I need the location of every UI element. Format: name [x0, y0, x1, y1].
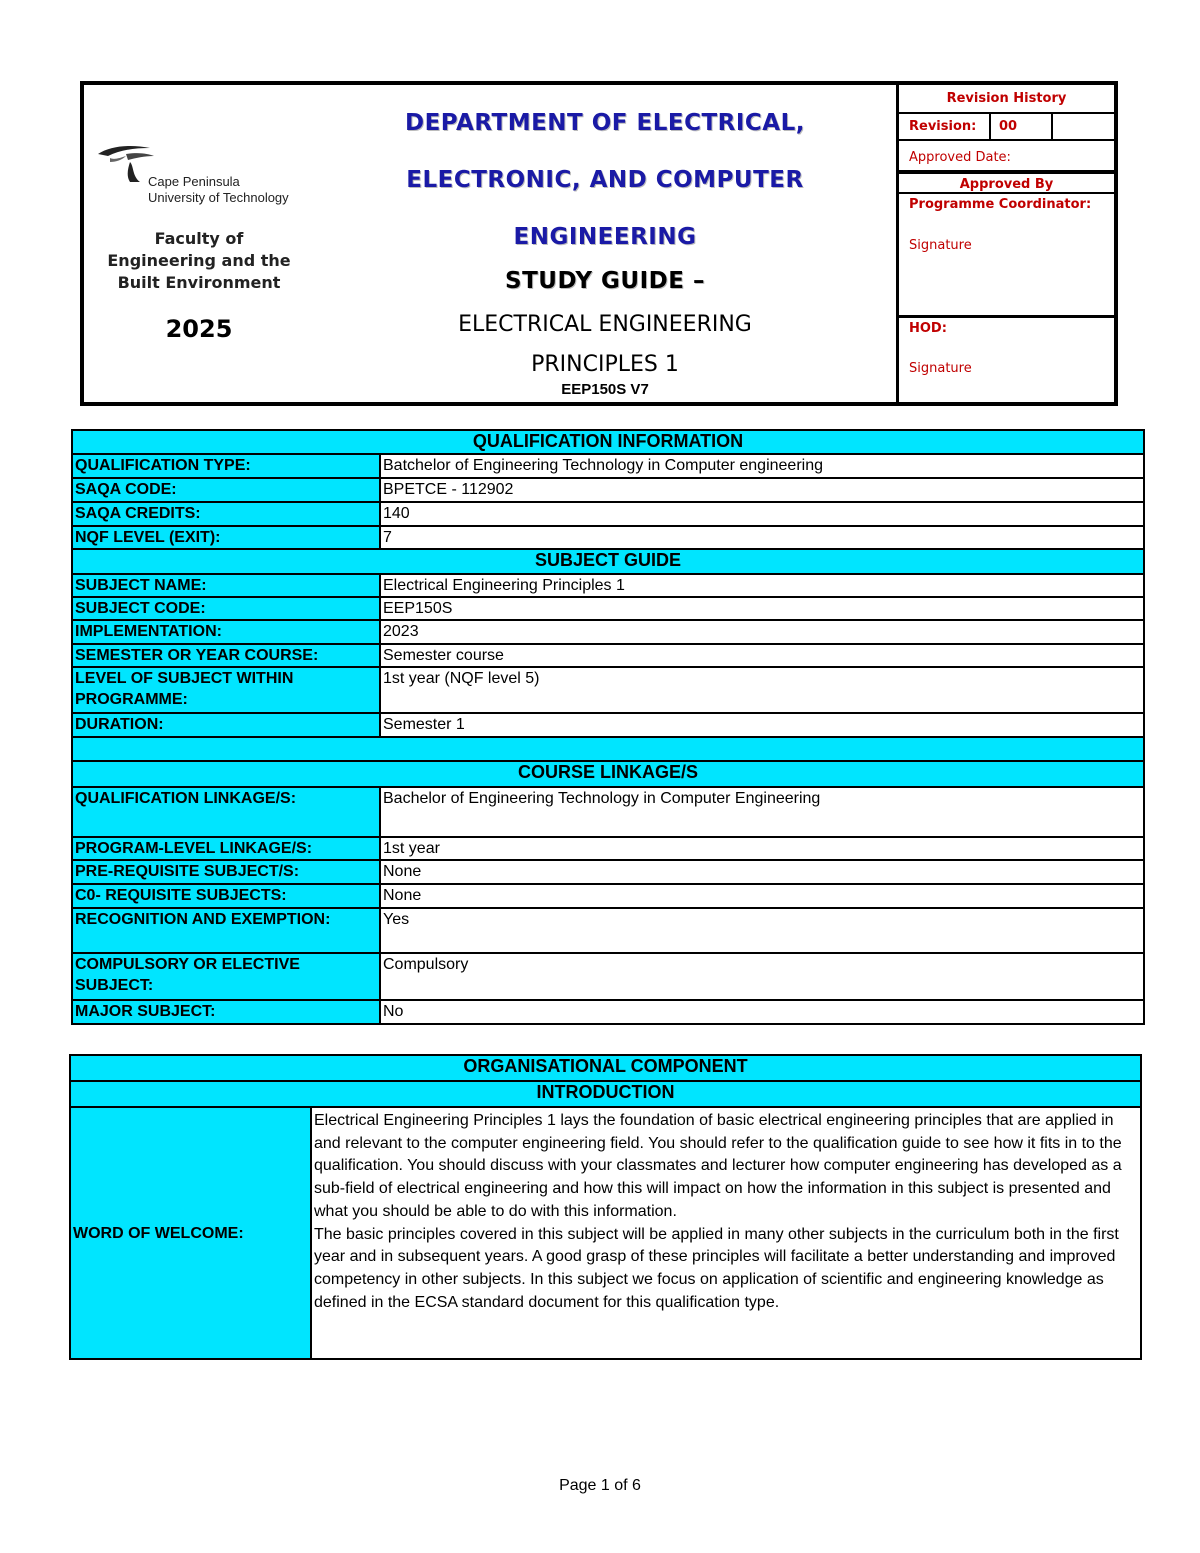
subject-code-version: EEP150S V7 — [561, 381, 649, 398]
table-row — [72, 620, 1144, 644]
hod-label: HOD: — [909, 321, 947, 336]
table-row — [70, 1107, 1141, 1359]
row-value: Semester course — [380, 644, 1144, 667]
revision-label: Revision: — [909, 119, 977, 134]
faculty-name — [84, 228, 314, 294]
welcome-text — [311, 1107, 1141, 1359]
table-row — [72, 478, 1144, 502]
row-value: 7 — [380, 526, 1144, 549]
row-label: SEMESTER OR YEAR COURSE: — [72, 644, 380, 667]
row-label: QUALIFICATION TYPE: — [72, 454, 380, 478]
row-value: 1st year (NQF level 5) — [380, 667, 1144, 713]
logo-line-2: University of Technology — [148, 190, 289, 205]
row-value: EEP150S — [380, 597, 1144, 620]
row-value: Compulsory — [380, 953, 1144, 1000]
welcome-label: WORD OF WELCOME: — [70, 1107, 311, 1359]
row-label: SUBJECT CODE: — [72, 597, 380, 620]
spacer-cell — [72, 737, 1144, 761]
row-value: Bachelor of Engineering Technology in Computer Engineering — [380, 787, 1144, 837]
table-row — [72, 787, 1144, 837]
row-value: BPETCE - 112902 — [380, 478, 1144, 502]
section-header-row — [72, 549, 1144, 574]
hod-signature: Signature — [909, 361, 972, 376]
course-linkage-heading: COURSE LINKAGE/S — [72, 761, 1144, 787]
table-row — [72, 884, 1144, 908]
table-row — [72, 574, 1144, 597]
table-row — [72, 908, 1144, 953]
faculty-line-1: Faculty of — [154, 229, 244, 248]
department-title — [314, 95, 896, 266]
university-name — [148, 174, 289, 206]
introduction-heading: INTRODUCTION — [70, 1081, 1141, 1107]
logo-line-1: Cape Peninsula — [148, 174, 240, 189]
faculty-line-3: Built Environment — [117, 273, 281, 292]
row-value: Semester 1 — [380, 713, 1144, 737]
welcome-paragraph-1: Electrical Engineering Principles 1 lays the foundation of basic electrical engineering principles that are applied in and relevant to the computer engineering field. You should refer to the qualification guide to see how it fits in to the qualification. You should discuss with your classmates and lecturer how computer engineering has developed as a sub-field of electrical engineering and how this will impact on how the information in this subject is presented and what you should be able to do with this information. — [314, 1112, 1122, 1220]
table-row — [72, 667, 1144, 713]
coordinator-signature: Signature — [909, 238, 972, 253]
coordinator-block — [899, 194, 1114, 318]
revision-history-title: Revision History — [899, 85, 1114, 114]
spacer-row — [72, 737, 1144, 761]
study-guide-title: STUDY GUIDE – — [505, 268, 705, 294]
table-row — [72, 597, 1144, 620]
document-header — [80, 81, 1118, 406]
qualification-heading: QUALIFICATION INFORMATION — [72, 430, 1144, 454]
subject-title-line-2: PRINCIPLES 1 — [531, 352, 679, 377]
row-label: QUALIFICATION LINKAGE/S: — [72, 787, 380, 837]
revision-row — [899, 114, 1114, 141]
table-row — [72, 860, 1144, 884]
row-label: DURATION: — [72, 713, 380, 737]
row-label: MAJOR SUBJECT: — [72, 1000, 380, 1024]
qualification-table — [71, 429, 1145, 1025]
table-row — [72, 526, 1144, 549]
row-value: No — [380, 1000, 1144, 1024]
table-row — [72, 953, 1144, 1000]
subject-title-line-1: ELECTRICAL ENGINEERING — [458, 312, 752, 337]
page-number: Page 1 of 6 — [559, 1477, 641, 1494]
department-line-3: ENGINEERING — [513, 224, 697, 250]
table-row — [72, 644, 1144, 667]
header-left-panel — [84, 85, 314, 402]
section-header-row — [72, 430, 1144, 454]
row-label: LEVEL OF SUBJECT WITHIN PROGRAMME: — [72, 667, 380, 713]
row-label: COMPULSORY OR ELECTIVE SUBJECT: — [72, 953, 380, 1000]
row-value: Batchelor of Engineering Technology in Computer engineering — [380, 454, 1144, 478]
faculty-line-2: Engineering and the — [107, 251, 291, 270]
header-title-panel — [314, 85, 896, 402]
row-label: SAQA CODE: — [72, 478, 380, 502]
department-line-1: DEPARTMENT OF ELECTRICAL, — [404, 110, 806, 136]
table-row — [72, 713, 1144, 737]
organisational-table — [69, 1054, 1142, 1360]
row-value: 140 — [380, 502, 1144, 526]
row-label: IMPLEMENTATION: — [72, 620, 380, 644]
university-logo-icon — [96, 142, 156, 192]
row-value: None — [380, 884, 1144, 908]
row-label: PROGRAM-LEVEL LINKAGE/S: — [72, 837, 380, 860]
table-row — [72, 1000, 1144, 1024]
section-header-row — [70, 1055, 1141, 1081]
section-header-row — [72, 761, 1144, 787]
row-label: C0- REQUISITE SUBJECTS: — [72, 884, 380, 908]
approved-date-label: Approved Date: — [899, 141, 1114, 172]
row-value: 2023 — [380, 620, 1144, 644]
row-value: Electrical Engineering Principles 1 — [380, 574, 1144, 597]
department-line-2: ELECTRONIC, AND COMPUTER — [406, 167, 804, 193]
row-label: SUBJECT NAME: — [72, 574, 380, 597]
section-header-row — [70, 1081, 1141, 1107]
revision-history-panel — [896, 85, 1114, 402]
year-label: 2025 — [165, 315, 233, 343]
welcome-paragraph-2: The basic principles covered in this subject will be applied in many other subjects in the curriculum both in the first year and in subsequent years. A good grasp of these principles will facilitate a better understanding and improved competency in other subjects. In this subject we focus on application of scientific and engineering knowledge as defined in the ECSA standard document for this qualification type. — [314, 1225, 1119, 1311]
university-logo — [96, 142, 311, 212]
coordinator-label: Programme Coordinator: — [909, 197, 1092, 212]
table-row — [72, 502, 1144, 526]
row-value: 1st year — [380, 837, 1144, 860]
organisational-heading: ORGANISATIONAL COMPONENT — [70, 1055, 1141, 1081]
row-label: SAQA CREDITS: — [72, 502, 380, 526]
table-row — [72, 837, 1144, 860]
subject-guide-heading: SUBJECT GUIDE — [72, 549, 1144, 574]
subject-title — [314, 305, 896, 385]
table-row — [72, 454, 1144, 478]
row-label: PRE-REQUISITE SUBJECT/S: — [72, 860, 380, 884]
row-value: None — [380, 860, 1144, 884]
revision-value: 00 — [989, 114, 1053, 139]
hod-block — [899, 318, 1114, 402]
approved-by-label: Approved By — [899, 172, 1114, 194]
row-label: RECOGNITION AND EXEMPTION: — [72, 908, 380, 953]
row-value: Yes — [380, 908, 1144, 953]
row-label: NQF LEVEL (EXIT): — [72, 526, 380, 549]
